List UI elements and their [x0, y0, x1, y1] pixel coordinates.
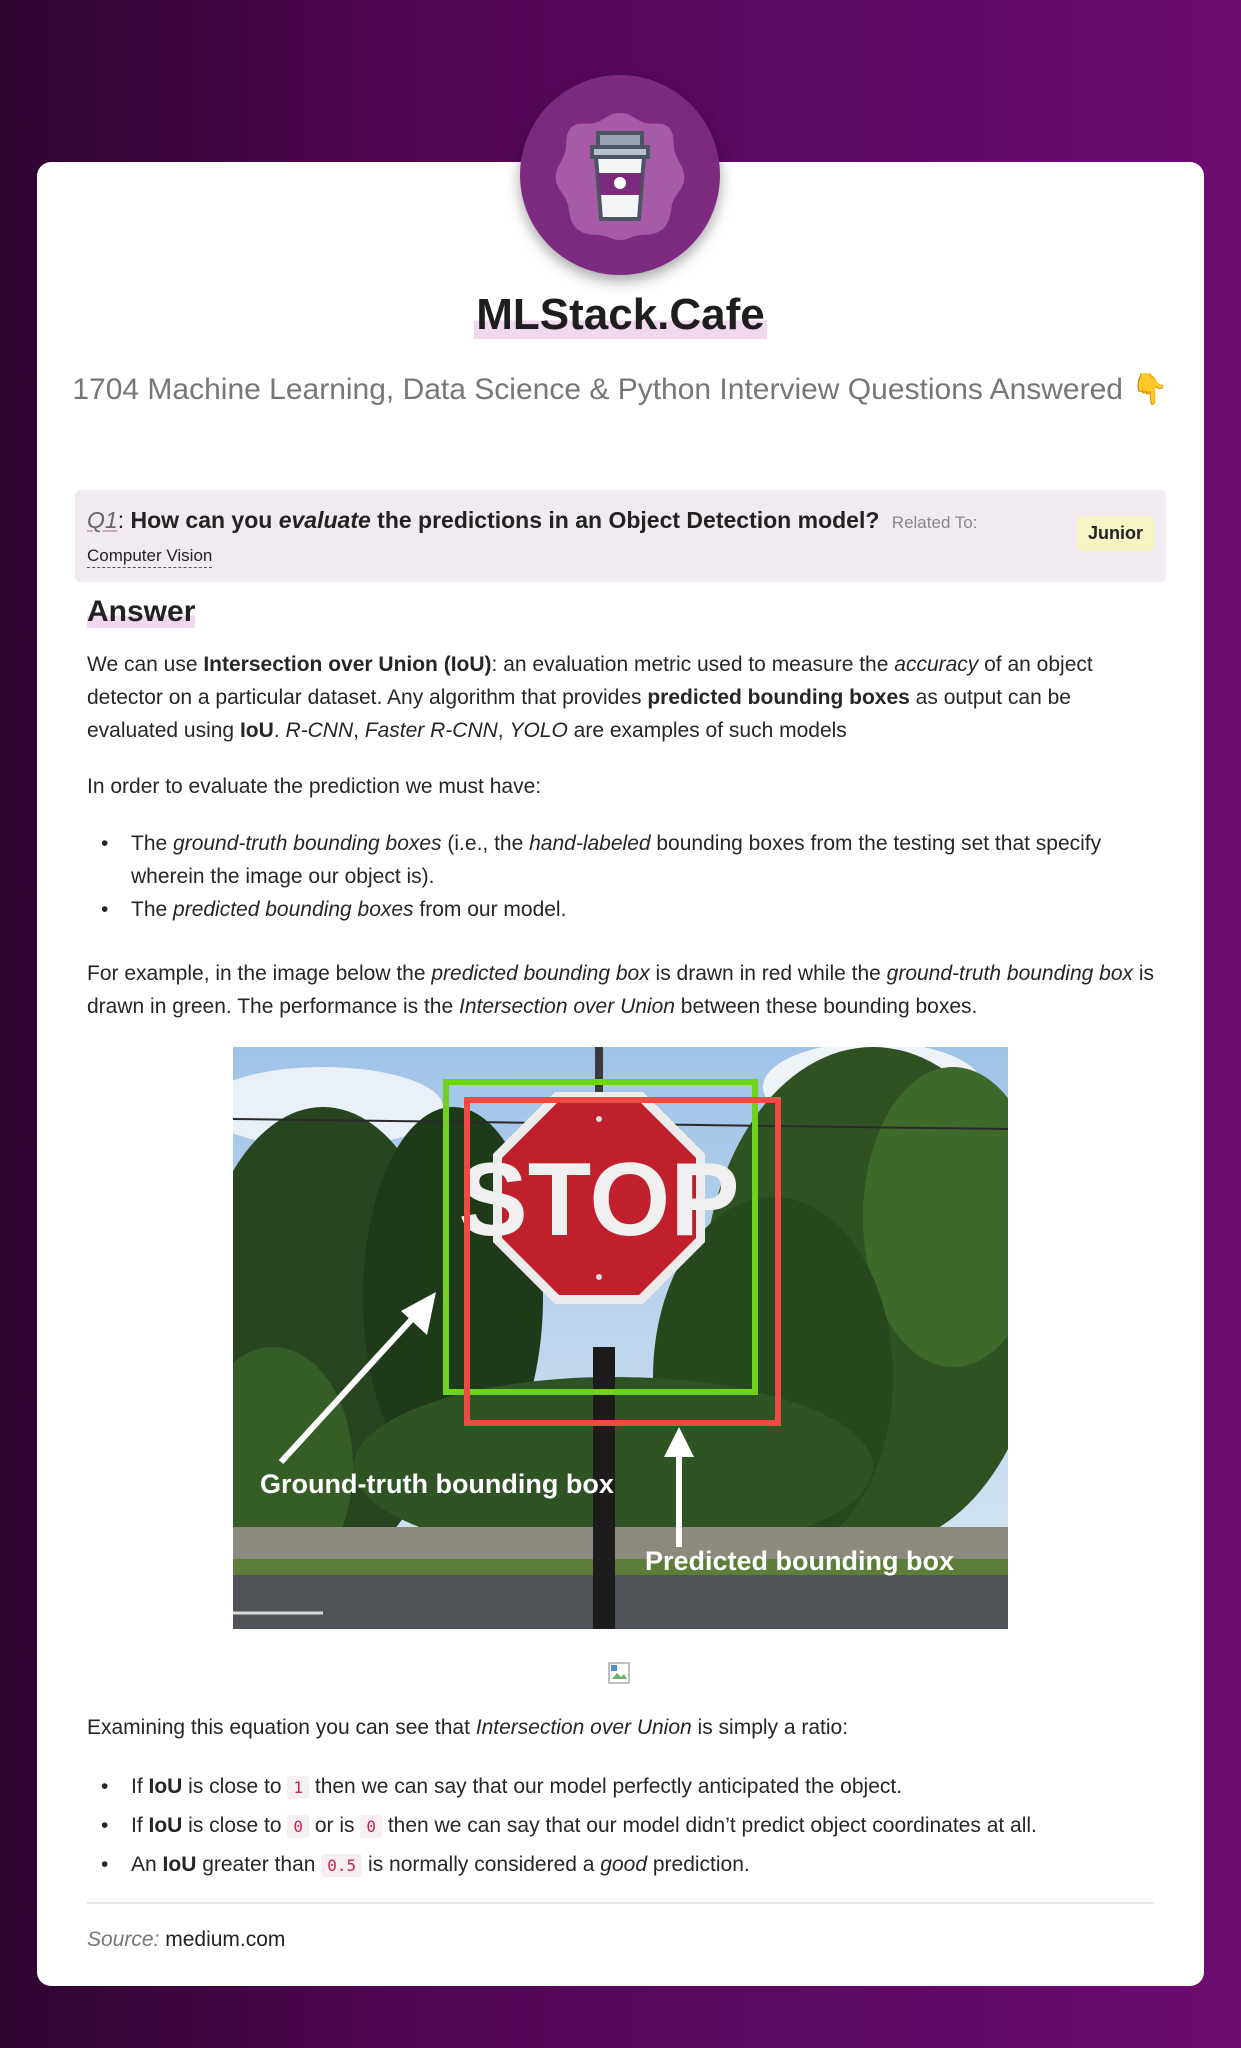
ground-truth-label: Ground-truth bounding box — [260, 1469, 614, 1499]
question-number[interactable]: Q1 — [87, 507, 118, 533]
answer-heading: Answer — [87, 595, 196, 628]
list-item: • An IoU greater than 0.5 is normally considered a good prediction. — [87, 1846, 1154, 1885]
site-tagline: 1704 Machine Learning, Data Science & Python Interview Questions Answered 👇 — [72, 373, 1169, 406]
broken-image-icon — [608, 1660, 634, 1686]
stop-sign-text: STOP — [458, 1142, 740, 1258]
source-link[interactable]: medium.com — [165, 1928, 286, 1951]
iou-interpretation-list — [87, 1768, 1154, 1885]
difficulty-badge: Junior — [1077, 516, 1154, 551]
inline-code: 1 — [287, 1776, 309, 1799]
iou-example-image — [233, 1047, 1008, 1629]
related-to-label: Related To: — [891, 513, 978, 532]
list-item: • The predicted bounding boxes from our model. — [87, 893, 1154, 926]
requirements-list — [87, 827, 1154, 926]
inline-code: 0 — [287, 1815, 309, 1838]
site-title[interactable]: MLStack.Cafe — [476, 290, 765, 339]
inline-code: 0.5 — [321, 1854, 362, 1877]
answer-paragraph-4: Examining this equation you can see that Intersection over Union is simply a ratio: — [87, 1716, 849, 1739]
question-header: Q1: How can you evaluate the predictions in an Object Detection model? Related To: Computer Vision Junior — [75, 490, 1166, 582]
list-item: • If IoU is close to 1 then we can say that our model perfectly anticipated the object. — [87, 1768, 1154, 1807]
question-title: How can you evaluate the predictions in an Object Detection model? — [130, 507, 880, 533]
source-line: Source: medium.com — [87, 1928, 286, 1951]
logo[interactable] — [520, 75, 720, 275]
divider — [87, 1902, 1154, 1904]
coffee-cup-icon — [520, 75, 720, 275]
list-item: • The ground-truth bounding boxes (i.e., the hand-labeled bounding boxes from the testing set that specify wherein the image our object is). — [87, 827, 1154, 893]
answer-paragraph-2: In order to evaluate the prediction we must have: — [87, 775, 542, 798]
topic-tag-link[interactable]: Computer Vision — [87, 545, 212, 568]
predicted-label: Predicted bounding box — [645, 1546, 954, 1576]
inline-code: 0 — [360, 1815, 382, 1838]
list-item: • If IoU is close to 0 or is 0 then we can say that our model didn’t predict object coordinates at all. — [87, 1807, 1154, 1846]
answer-paragraph-3: For example, in the image below the predicted bounding box is drawn in red while the ground-truth bounding box is drawn in green. The performance is the Intersection over Union between these bounding boxes. — [87, 962, 1155, 1018]
answer-paragraph-1: We can use Intersection over Union (IoU): an evaluation metric used to measure the accuracy of an object detector on a particular dataset. Any algorithm that provides predicted bounding boxes as output can be evaluated using IoU. R-CNN, Faster R-CNN, YOLO are examples of such models — [87, 653, 1093, 742]
